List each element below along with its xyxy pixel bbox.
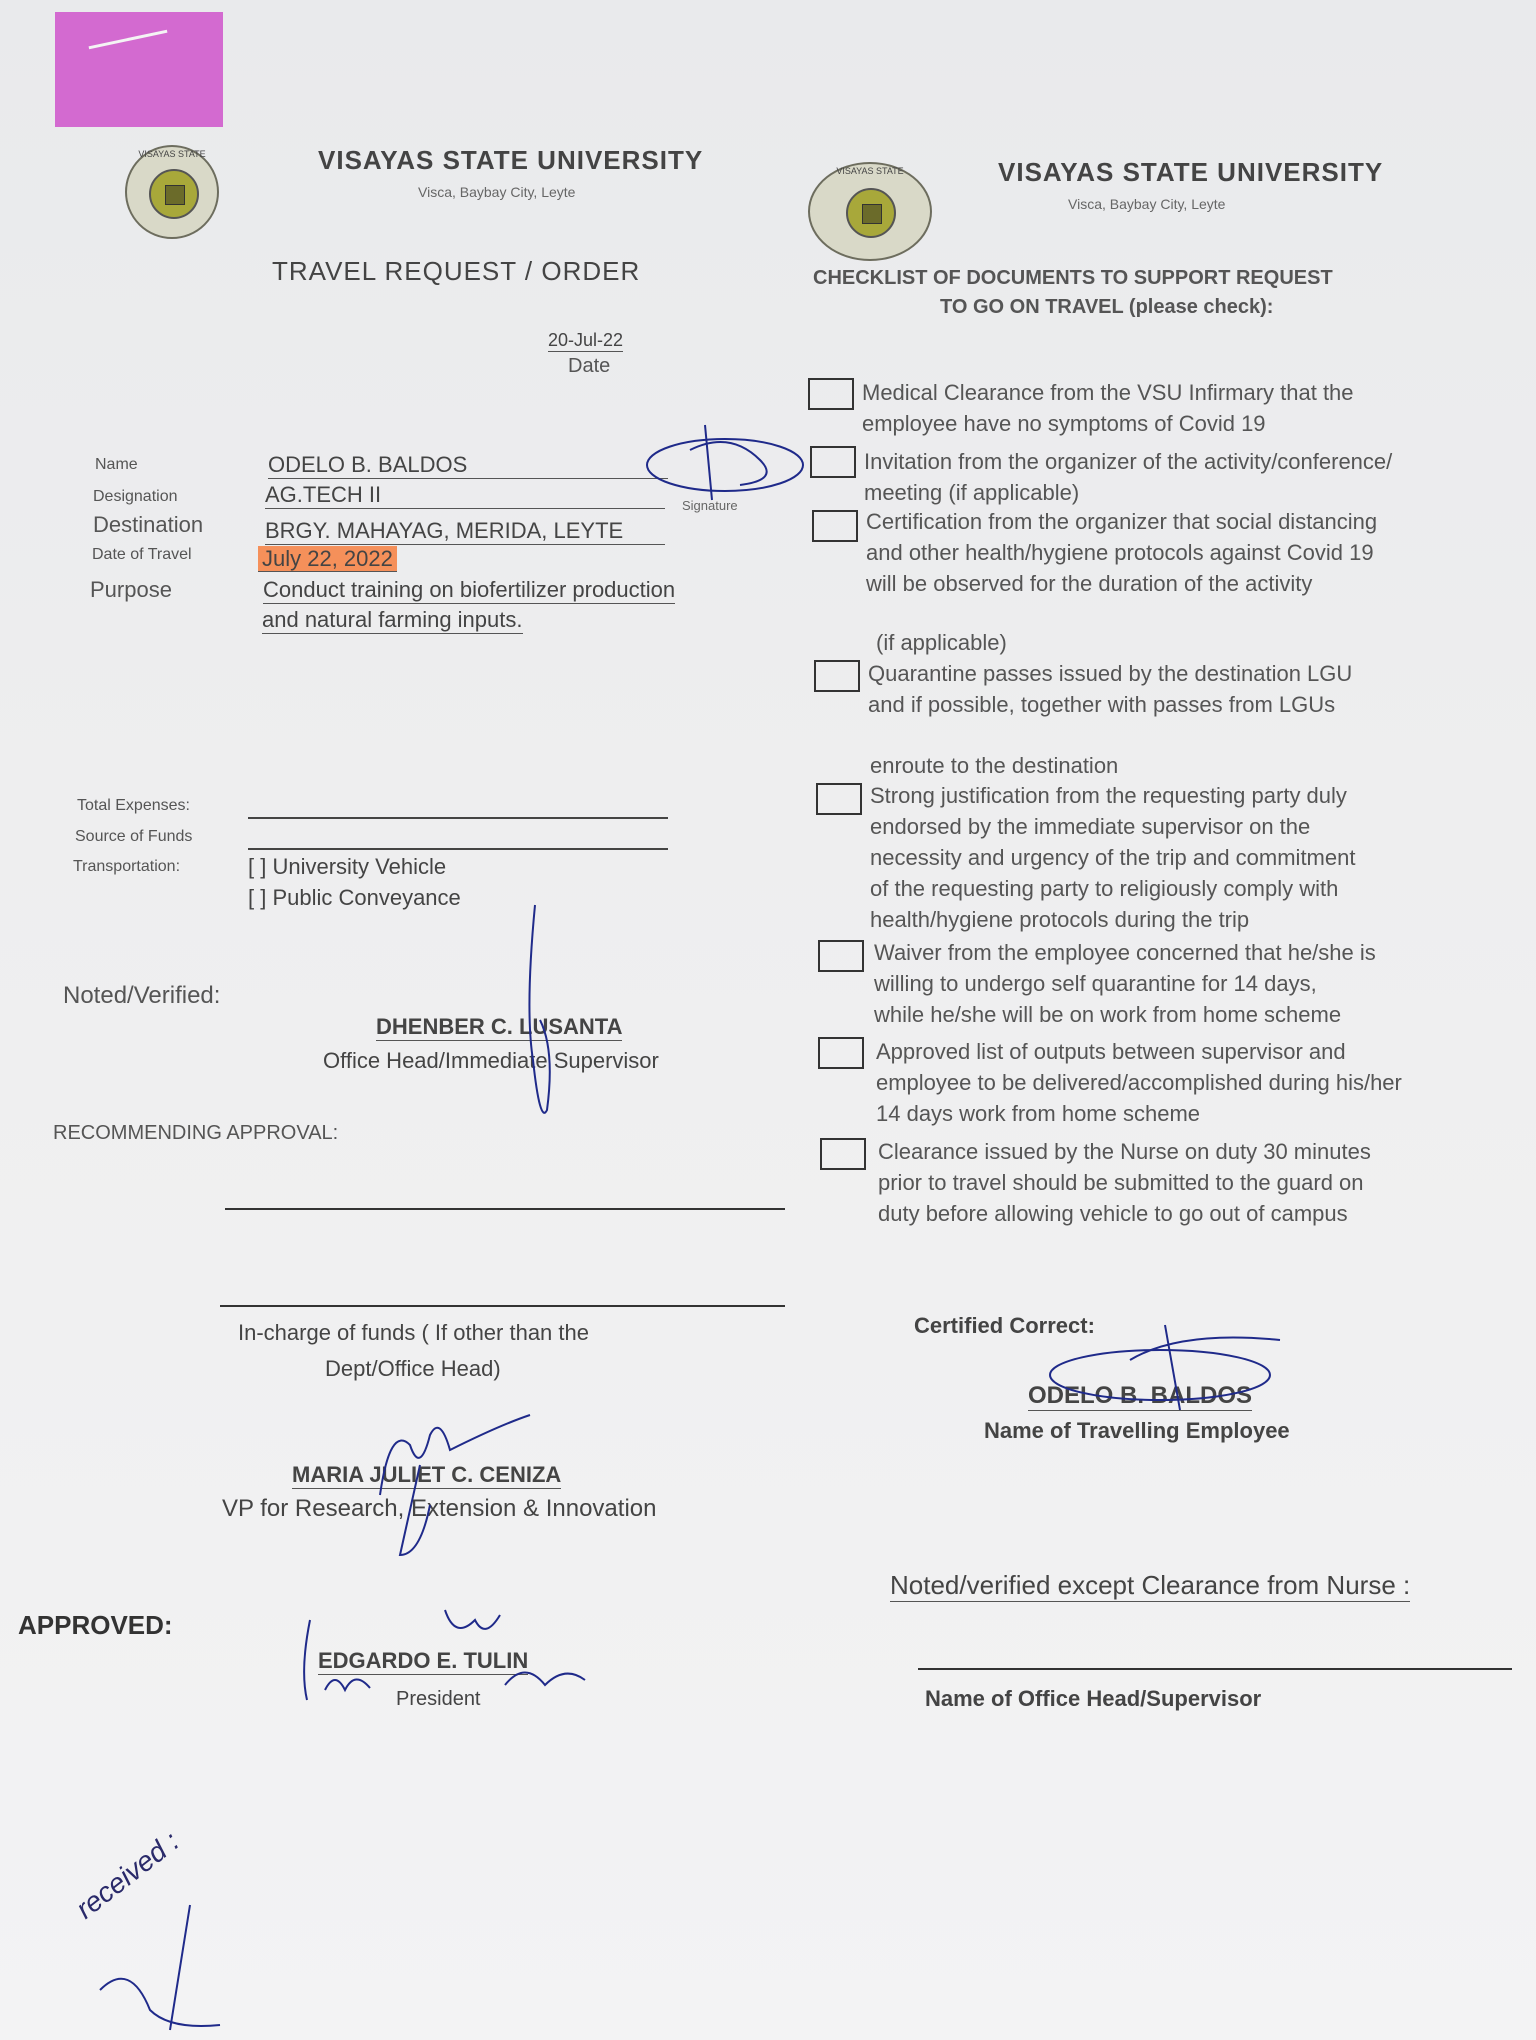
vp-name: MARIA JULIET C. CENIZA <box>292 1462 562 1487</box>
checkbox-social-distancing-certification[interactable] <box>812 510 858 542</box>
signature-receiver <box>90 1900 230 2040</box>
checkbox-strong-justification[interactable] <box>816 783 862 815</box>
travelling-employee-title: Name of Travelling Employee <box>984 1418 1290 1443</box>
received-note: received : <box>70 1825 185 1925</box>
purpose-line-2: and natural farming inputs. <box>262 607 523 632</box>
certified-correct-label: Certified Correct: <box>914 1313 1095 1338</box>
signature-lusanta <box>515 900 575 1130</box>
university-address-right: Visca, Baybay City, Leyte <box>1068 196 1226 212</box>
signature-label: Signature <box>682 498 738 513</box>
checklist-item-social-distancing-certification: Certification from the organizer that social distancing and other health/hygiene protocols against Covid 19 will be observed for the duration of the activity <box>866 509 1378 596</box>
approved-label: APPROVED: <box>18 1610 173 1640</box>
recommending-approval-label: RECOMMENDING APPROVAL: <box>53 1122 339 1144</box>
transportation-label: Transportation: <box>73 858 181 875</box>
total-expenses-label: Total Expenses: <box>77 797 190 814</box>
date-of-travel-label: Date of Travel <box>92 546 192 563</box>
travelling-employee-name: ODELO B. BALDOS <box>1028 1382 1253 1409</box>
office-head-label: Name of Office Head/Supervisor <box>925 1686 1262 1711</box>
checklist-note-if-applicable: (if applicable) <box>876 630 1007 655</box>
checkbox-invitation[interactable] <box>810 446 856 478</box>
signature-tulin <box>295 1600 615 1720</box>
university-seal-left: VISAYAS STATE <box>125 145 219 239</box>
university-seal-right: VISAYAS STATE <box>808 162 932 261</box>
noted-verified-label: Noted/Verified: <box>63 982 221 1009</box>
name-value: ODELO B. BALDOS <box>268 452 668 479</box>
president-title: President <box>396 1688 481 1710</box>
university-address-left: Visca, Baybay City, Leyte <box>418 184 576 200</box>
total-expenses-line <box>248 817 668 819</box>
funds-incharge-line-2: Dept/Office Head) <box>325 1356 501 1381</box>
office-head-signature-line <box>918 1668 1512 1670</box>
signature-ceniza <box>360 1405 540 1565</box>
checklist-note-enroute: enroute to the destination <box>870 753 1119 778</box>
signature-odelo-baldos-certified <box>1030 1320 1290 1420</box>
supervisor-name: DHENBER C. LUSANTA <box>376 1014 623 1039</box>
checklist-item-waiver: Waiver from the employee concerned that he/she is willing to undergo self quarantine for 14 days, while he/she will be on work from home scheme <box>874 940 1376 1027</box>
signature-odelo-baldos-top <box>640 420 810 510</box>
vp-title: VP for Research, Extension & Innovation <box>222 1495 657 1522</box>
designation-value: AG.TECH II <box>265 482 665 509</box>
destination-value: BRGY. MAHAYAG, MERIDA, LEYTE <box>265 518 665 545</box>
checklist-item-approved-outputs: Approved list of outputs between supervisor and employee to be delivered/accomplished during his/her 14 days work from home scheme <box>876 1039 1402 1126</box>
source-of-funds-label: Source of Funds <box>75 828 193 845</box>
checkbox-waiver[interactable] <box>818 940 864 972</box>
supervisor-title: Office Head/Immediate Supervisor <box>323 1048 659 1073</box>
funds-signature-line <box>220 1305 785 1307</box>
purpose-line-1: Conduct training on biofertilizer production <box>263 577 676 602</box>
university-name-right: VISAYAS STATE UNIVERSITY <box>998 157 1384 187</box>
checkbox-approved-outputs[interactable] <box>818 1037 864 1069</box>
checklist-item-nurse-clearance: Clearance issued by the Nurse on duty 30 minutes prior to travel should be submitted to the guard on duty before allowing vehicle to go out of campus <box>878 1139 1371 1226</box>
noted-except-nurse-label: Noted/verified except Clearance from Nurse : <box>890 1570 1411 1600</box>
request-date-value: 20-Jul-22 <box>548 330 624 350</box>
checklist-title-line-1: CHECKLIST OF DOCUMENTS TO SUPPORT REQUEST <box>813 267 1333 289</box>
name-label: Name <box>95 456 138 473</box>
university-name-left: VISAYAS STATE UNIVERSITY <box>318 145 704 175</box>
checkbox-medical-clearance[interactable] <box>808 378 854 410</box>
request-date-label: Date <box>568 355 611 377</box>
president-name: EDGARDO E. TULIN <box>318 1648 529 1673</box>
date-of-travel-value: July 22, 2022 <box>258 546 397 572</box>
form-title: TRAVEL REQUEST / ORDER <box>272 256 641 286</box>
destination-label: Destination <box>93 512 204 537</box>
recommending-signature-line <box>225 1208 785 1210</box>
designation-label: Designation <box>93 488 178 505</box>
checklist-item-quarantine-passes: Quarantine passes issued by the destination LGU and if possible, together with passes from LGUs <box>868 661 1353 717</box>
checklist-item-strong-justification: Strong justification from the requesting party duly endorsed by the immediate supervisor on the necessity and urgency of the trip and commitment of the requesting party to religiously comply with health/hygiene protocols during the trip <box>870 783 1356 932</box>
transport-option-university-vehicle: [ ] University Vehicle <box>248 854 447 879</box>
checklist-title-line-2: TO GO ON TRAVEL (please check): <box>940 296 1274 318</box>
funds-incharge-line-1: In-charge of funds ( If other than the <box>238 1320 589 1345</box>
sticky-note <box>55 12 223 127</box>
checklist-item-medical-clearance: Medical Clearance from the VSU Infirmary that the employee have no symptoms of Covid 19 <box>862 380 1354 436</box>
transport-option-public-conveyance: [ ] Public Conveyance <box>248 885 461 910</box>
purpose-label: Purpose <box>90 577 172 602</box>
source-of-funds-line <box>248 848 668 850</box>
checklist-item-invitation: Invitation from the organizer of the activity/conference/ meeting (if applicable) <box>864 449 1393 505</box>
checkbox-nurse-clearance[interactable] <box>820 1138 866 1170</box>
checkbox-quarantine-passes[interactable] <box>814 660 860 692</box>
